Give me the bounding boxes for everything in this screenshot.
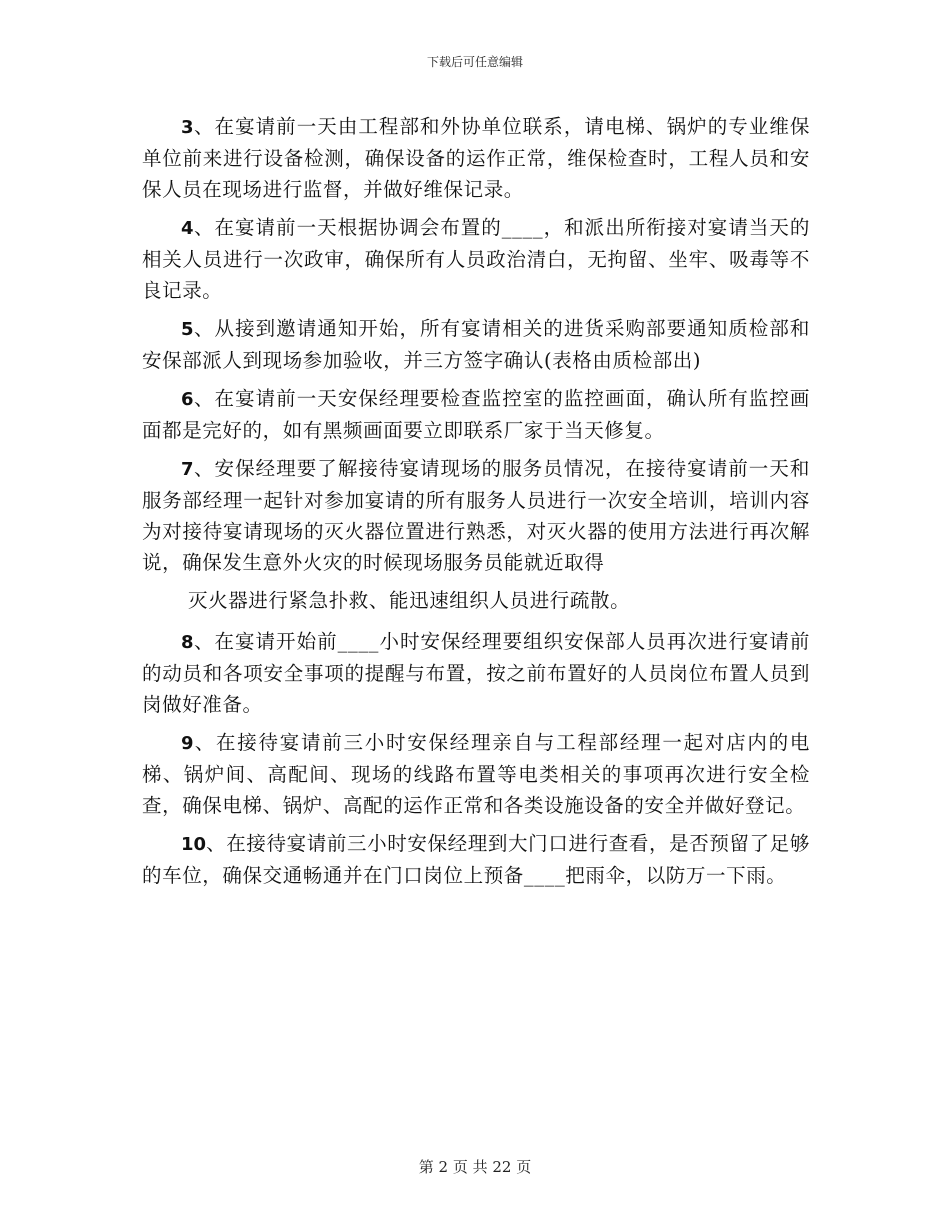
item-number: 3	[181, 117, 194, 138]
paragraph-9	[142, 727, 810, 821]
paragraph-3	[142, 111, 810, 205]
paragraph-5	[142, 313, 810, 376]
paragraph-text: 、在接待宴请前三小时安保经理亲自与工程部经理一起对店内的电梯、锅炉间、高配间、现场的线路布置等电类相关的事项再次进行安全检查，确保电梯、锅炉、高配的运作正常和各类设施设备的安全并做好登记。	[142, 731, 810, 817]
item-number: 6	[181, 389, 194, 410]
item-number: 7	[181, 459, 194, 480]
item-number: 5	[181, 319, 194, 340]
paragraph-7-continuation: 灭火器进行紧急扑救、能迅速组织人员进行疏散。	[188, 589, 631, 612]
paragraph-text: 、安保经理要了解接待宴请现场的服务员情况，在接待宴请前一天和服务部经理一起针对参加宴请的所有服务人员进行一次安全培训，培训内容为对接待宴请现场的灭火器位置进行熟悉，对灭火器的使用方法进行再次解说，确保发生意外火灾的时候现场服务员能就近取得	[142, 457, 810, 574]
document-body	[142, 111, 810, 898]
paragraph-8	[142, 626, 810, 720]
item-number: 10	[181, 834, 207, 855]
paragraph-text: 、在宴请前一天安保经理要检查监控室的监控画面，确认所有监控画面都是完好的，如有黑频画面要立即联系厂家于当天修复。	[142, 387, 810, 442]
paragraph-text: 、在宴请前一天根据协调会布置的____，和派出所衔接对宴请当天的相关人员进行一次政审，确保所有人员政治清白，无拘留、坐牢、吸毒等不良记录。	[142, 216, 810, 302]
paragraph-10	[142, 828, 810, 891]
paragraph-6	[142, 383, 810, 446]
item-number: 8	[181, 632, 194, 653]
item-number: 4	[181, 218, 194, 239]
paragraph-text: 、在宴请开始前____小时安保经理要组织安保部人员再次进行宴请前的动员和各项安全事项的提醒与布置，按之前布置好的人员岗位布置人员到岗做好准备。	[142, 630, 810, 716]
page-header: 下载后可任意编辑	[426, 55, 523, 69]
page-number: 第 2 页 共 22 页	[418, 1158, 532, 1176]
paragraph-text: 、从接到邀请通知开始，所有宴请相关的进货采购部要通知质检部和安保部派人到现场参加验收，并三方签字确认(表格由质检部出)	[142, 317, 810, 372]
paragraph-text: 、在接待宴请前三小时安保经理到大门口进行查看，是否预留了足够的车位，确保交通畅通并在门口岗位上预备____把雨伞，以防万一下雨。	[142, 832, 810, 887]
paragraph-4	[142, 212, 810, 306]
item-number: 9	[181, 733, 194, 754]
paragraph-7	[142, 453, 810, 578]
paragraph-text: 、在宴请前一天由工程部和外协单位联系，请电梯、锅炉的专业维保单位前来进行设备检测，确保设备的运作正常，维保检查时，工程人员和安保人员在现场进行监督，并做好维保记录。	[142, 115, 810, 201]
